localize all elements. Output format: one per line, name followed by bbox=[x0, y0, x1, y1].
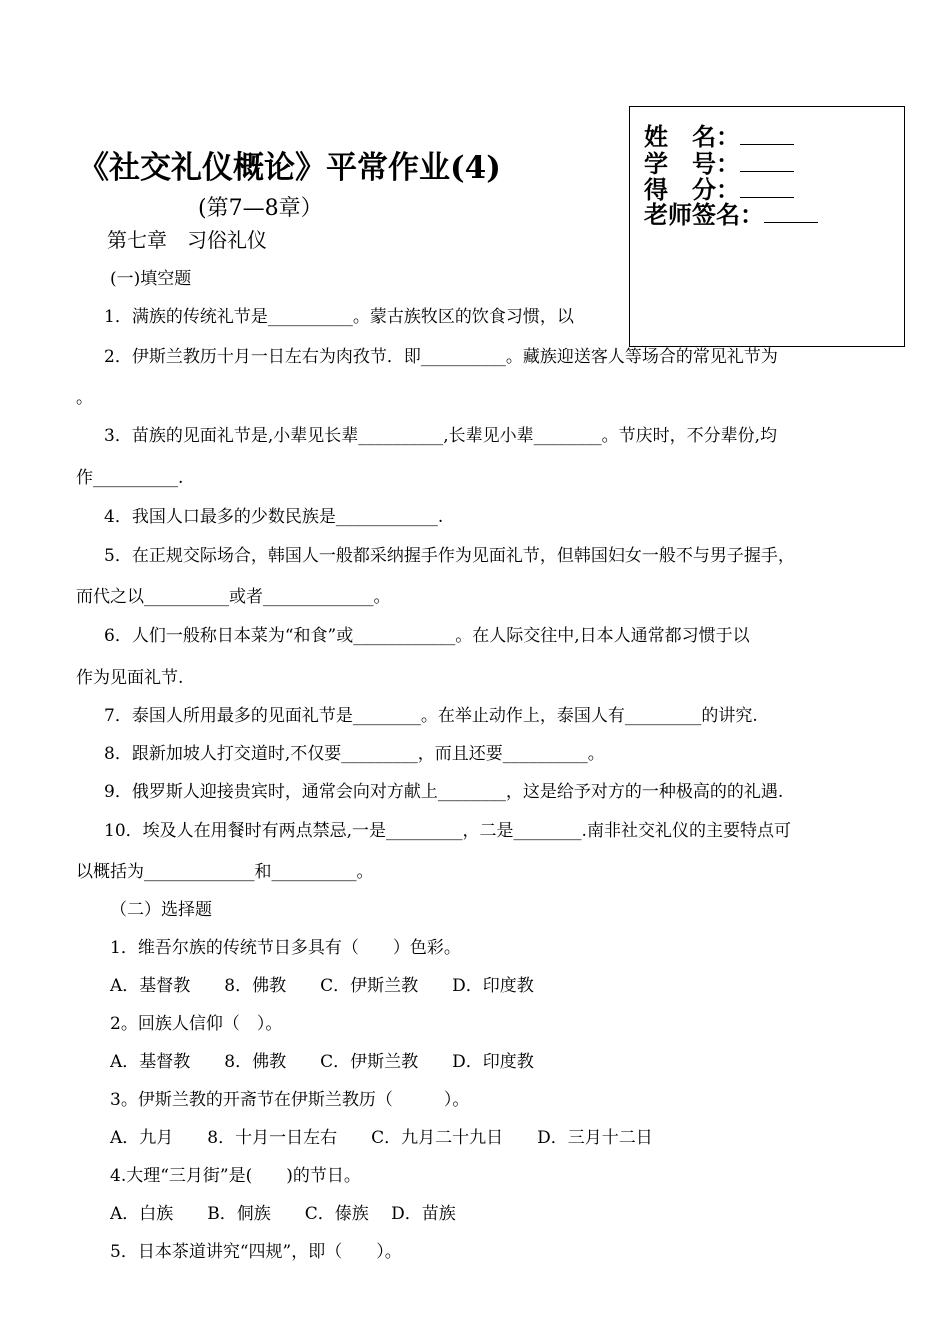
student-id-blank bbox=[740, 147, 794, 172]
fill-question-6-cont: 作为见面礼节. bbox=[76, 668, 184, 688]
score-label: 得 分： bbox=[644, 176, 740, 204]
choice-options-2: A．基督教 8．佛教 C．伊斯兰教 D．印度教 bbox=[110, 1052, 534, 1072]
fill-question-10: 10．埃及人在用餐时有两点禁忌,一是_________，二是________.南非社交礼仪的主要特点可 bbox=[104, 821, 791, 841]
fill-question-3: 3．苗族的见面礼节是,小辈见长辈__________,长辈见小辈________。节庆时，不分辈份,均 bbox=[104, 426, 778, 446]
teacher-signature-blank bbox=[764, 198, 818, 223]
teacher-signature-row bbox=[644, 195, 818, 230]
fill-question-9: 9．俄罗斯人迎接贵宾时，通常会向对方献上________，这是给予对方的一种极高的的礼遇. bbox=[104, 782, 784, 802]
name-blank bbox=[740, 120, 794, 145]
choice-question-2: 2。回族人信仰（ ）。 bbox=[110, 1014, 283, 1034]
choice-question-3: 3。伊斯兰教的开斋节在伊斯兰教历（ ）。 bbox=[110, 1090, 470, 1110]
choice-heading: （二）选择题 bbox=[110, 900, 212, 920]
choice-question-5: 5．日本茶道讲究“四规”，即（ ）。 bbox=[110, 1242, 402, 1262]
student-id-label: 学 号： bbox=[644, 150, 740, 178]
student-info-box bbox=[629, 106, 905, 347]
choice-question-1: 1．维吾尔族的传统节日多具有（ ）色彩。 bbox=[110, 938, 461, 958]
name-label: 姓 名： bbox=[644, 123, 740, 151]
fill-in-heading: (一)填空题 bbox=[110, 269, 192, 289]
page-title: 《社交礼仪概论》平常作业(4) bbox=[78, 150, 501, 186]
choice-question-4: 4.大理“三月街”是( )的节日。 bbox=[110, 1166, 361, 1186]
fill-question-7: 7．泰国人所用最多的见面礼节是________。在举止动作上，泰国人有_________的讲究. bbox=[104, 706, 758, 726]
fill-question-2: 2．伊斯兰教历十月一日左右为肉孜节．即__________。藏族迎送客人等场合的常见礼节为 bbox=[104, 347, 778, 367]
page-subtitle: (第7—8章） bbox=[198, 196, 323, 221]
choice-options-3: A．九月 8．十月一日左右 C．九月二十九日 D．三月十二日 bbox=[110, 1128, 653, 1148]
choice-options-4: A．白族 B．侗族 C．傣族 D．苗族 bbox=[110, 1204, 456, 1224]
fill-question-8: 8．跟新加坡人打交道时,不仅要_________，而且还要__________。 bbox=[104, 744, 605, 764]
fill-question-4: 4．我国人口最多的少数民族是____________. bbox=[104, 507, 444, 527]
fill-question-5: 5．在正规交际场合，韩国人一般都采纳握手作为见面礼节，但韩国妇女一般不与男子握手， bbox=[104, 546, 795, 566]
fill-question-5-cont: 而代之以__________或者_____________。 bbox=[76, 587, 391, 607]
fill-question-1: 1．满族的传统礼节是__________。蒙古族牧区的饮食习惯，以 bbox=[104, 307, 574, 327]
fill-question-10-cont: 以概括为_____________和__________。 bbox=[76, 862, 374, 882]
fill-question-3-cont: 作__________. bbox=[76, 468, 184, 488]
fill-question-6: 6．人们一般称日本菜为“和食”或____________。在人际交往中,日本人通常都习惯于以 bbox=[104, 626, 750, 646]
teacher-signature-label: 老师签名： bbox=[644, 201, 764, 229]
choice-options-1: A．基督教 8．佛教 C．伊斯兰教 D．印度教 bbox=[110, 976, 534, 996]
chapter-heading: 第七章 习俗礼仪 bbox=[107, 228, 267, 252]
fill-question-2-cont: 。 bbox=[76, 388, 93, 408]
